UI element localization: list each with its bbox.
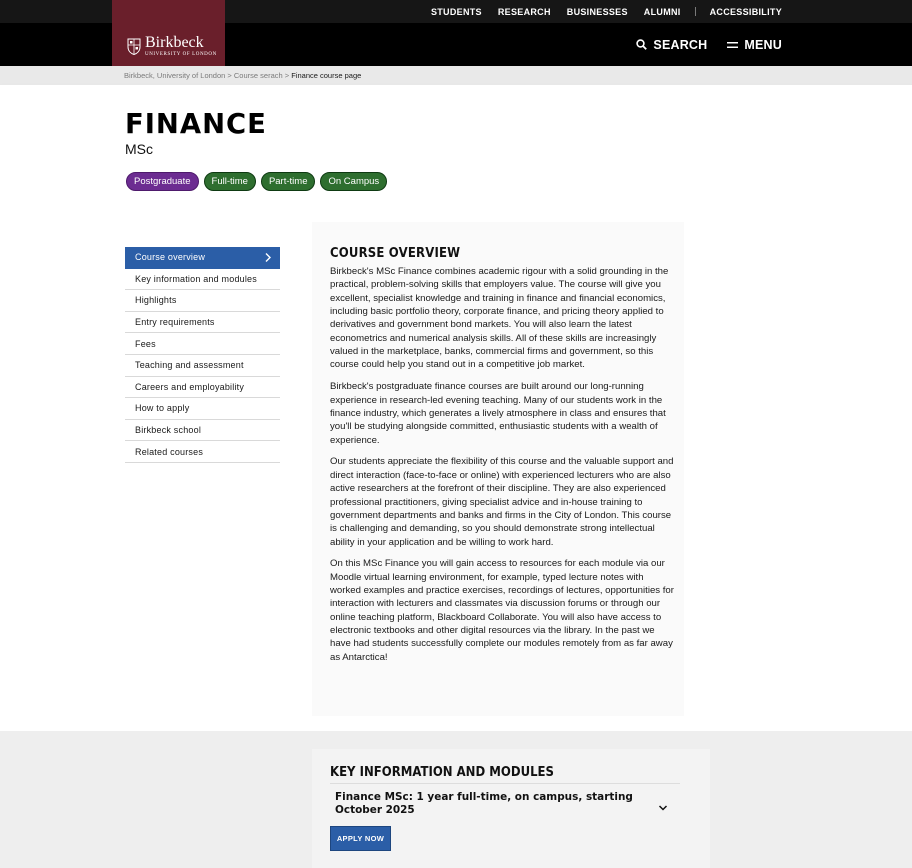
page-title: FINANCE (125, 107, 267, 140)
chevron-down-icon[interactable] (658, 804, 668, 812)
utility-link-accessibility[interactable]: ACCESSIBILITY (709, 6, 782, 17)
sidenav-item-label: Birkbeck school (135, 425, 202, 436)
sidenav-item-how-to-apply[interactable] (125, 398, 280, 420)
accordion-title[interactable]: Finance MSc: 1 year full-time, on campus, starting October 2025 (335, 790, 633, 816)
sidenav-item-teaching[interactable] (125, 355, 280, 377)
key-information-section (312, 749, 710, 868)
search-icon (636, 39, 647, 50)
key-information-band (0, 731, 912, 868)
utility-link-students[interactable]: STUDENTS (430, 6, 482, 17)
overview-paragraph: On this MSc Finance you will gain access to resources for each module via our Moodle virtual learning environment, for example, typed lecture notes with worked examples and practice exercises, recordings of lectures, opportunities for interaction with lecturers and classmates via discussion forums or through our online teaching platform, Blackboard Collaborate. You will also have access to electronic textbooks and other digital resources via the library. In the past we have had students successfully complete our modules remotely from as far away as Antarctica! (330, 558, 674, 663)
breadcrumb-link-search[interactable]: Course serach (233, 71, 283, 80)
sidenav-item-label: Careers and employability (135, 381, 245, 392)
section-heading: KEY INFORMATION AND MODULES (330, 765, 554, 780)
overview-body (330, 265, 676, 673)
crest-icon (127, 38, 141, 55)
tag-part-time: Part-time (261, 172, 316, 191)
menu-button[interactable] (727, 38, 782, 52)
course-overview-section (312, 222, 684, 716)
search-label: SEARCH (653, 37, 708, 52)
overview-paragraph: Birkbeck's postgraduate finance courses are built around our long-running experience in research-led evening teaching. Many of our students work in the finance industry, which generates a lively atmosphere in class and ensures that you'll be studying alongside committed, enthusiastic students with a wealth of experience. (330, 381, 666, 446)
tag-on-campus: On Campus (320, 172, 387, 191)
chevron-right-icon (264, 252, 272, 263)
apply-now-button[interactable]: APPLY NOW (330, 826, 391, 851)
utility-link-businesses[interactable]: BUSINESSES (566, 6, 628, 17)
sidenav-item-label: Course overview (135, 252, 206, 263)
utility-divider (695, 7, 696, 16)
breadcrumb (124, 71, 361, 80)
overview-paragraph: Our students appreciate the flexibility of this course and the valuable support and direct interaction (face-to-face or online) with experienced lecturers who are also active researchers at the forefront of their discipline. They are also experienced professional practitioners, giving specialist advice and in-house training to government departments and banks and firms in the City of London. This course is challenging and demanding, so you should demonstrate strong intellectual ability in your application and be willing to work hard. (330, 456, 674, 548)
sidenav-item-school[interactable] (125, 420, 280, 442)
sidenav-item-label: Highlights (135, 295, 177, 306)
breadcrumb-link-home[interactable]: Birkbeck, University of London (124, 71, 226, 80)
utility-link-research[interactable]: RESEARCH (497, 6, 551, 17)
sidenav-item-course-overview[interactable] (125, 247, 280, 269)
utility-link-alumni[interactable]: ALUMNI (643, 6, 681, 17)
hamburger-icon (727, 41, 738, 49)
course-hero (0, 85, 912, 214)
section-divider (330, 783, 680, 784)
site-logo[interactable] (127, 34, 217, 58)
breadcrumb-current: Finance course page (291, 71, 362, 80)
sidenav-item-key-information[interactable] (125, 269, 280, 291)
course-tags (126, 172, 387, 191)
sidenav-item-entry-requirements[interactable] (125, 312, 280, 334)
overview-paragraph: Birkbeck's MSc Finance combines academic rigour with a solid grounding in the practical, problem-solving skills that employers value. The course will give you excellent, specialist knowledge and training in finance and financial economics, including basic portfolio theory, corporate finance, and pricing theory applied to derivatives and government bond markets. You will also learn the latest econometrics and numerical analysis skills. All of these skills are increasingly valued in the marketplace, banks, commercial firms and government, so this course could help you stand out in a competitive job market. (330, 266, 669, 371)
sidenav-item-label: Teaching and assessment (135, 360, 244, 371)
sidenav-item-label: Fees (135, 338, 156, 349)
tag-full-time: Full-time (204, 172, 256, 191)
sidenav-item-careers[interactable] (125, 377, 280, 399)
sidenav-item-fees[interactable] (125, 333, 280, 355)
main-content (0, 214, 912, 731)
logo-name: Birkbeck (145, 34, 204, 51)
section-heading: COURSE OVERVIEW (330, 246, 461, 261)
utility-nav (423, 0, 782, 23)
sidenav-item-label: How to apply (135, 403, 190, 414)
logo-text (145, 34, 217, 58)
sidenav-item-related-courses[interactable] (125, 441, 280, 463)
breadcrumb-separator: > (227, 71, 232, 80)
menu-label: MENU (744, 37, 782, 52)
course-sidenav (125, 247, 280, 463)
course-award: MSc (125, 141, 153, 157)
search-button[interactable] (636, 38, 707, 52)
tag-postgraduate: Postgraduate (126, 172, 199, 191)
header-actions (636, 23, 782, 66)
sidenav-item-highlights[interactable] (125, 290, 280, 312)
sidenav-item-label: Key information and modules (135, 273, 257, 284)
logo-subtitle: UNIVERSITY OF LONDON (145, 52, 217, 57)
breadcrumb-separator: > (284, 71, 290, 80)
sidenav-item-label: Related courses (135, 446, 204, 457)
breadcrumb-bar (0, 66, 912, 85)
sidenav-item-label: Entry requirements (135, 317, 215, 328)
